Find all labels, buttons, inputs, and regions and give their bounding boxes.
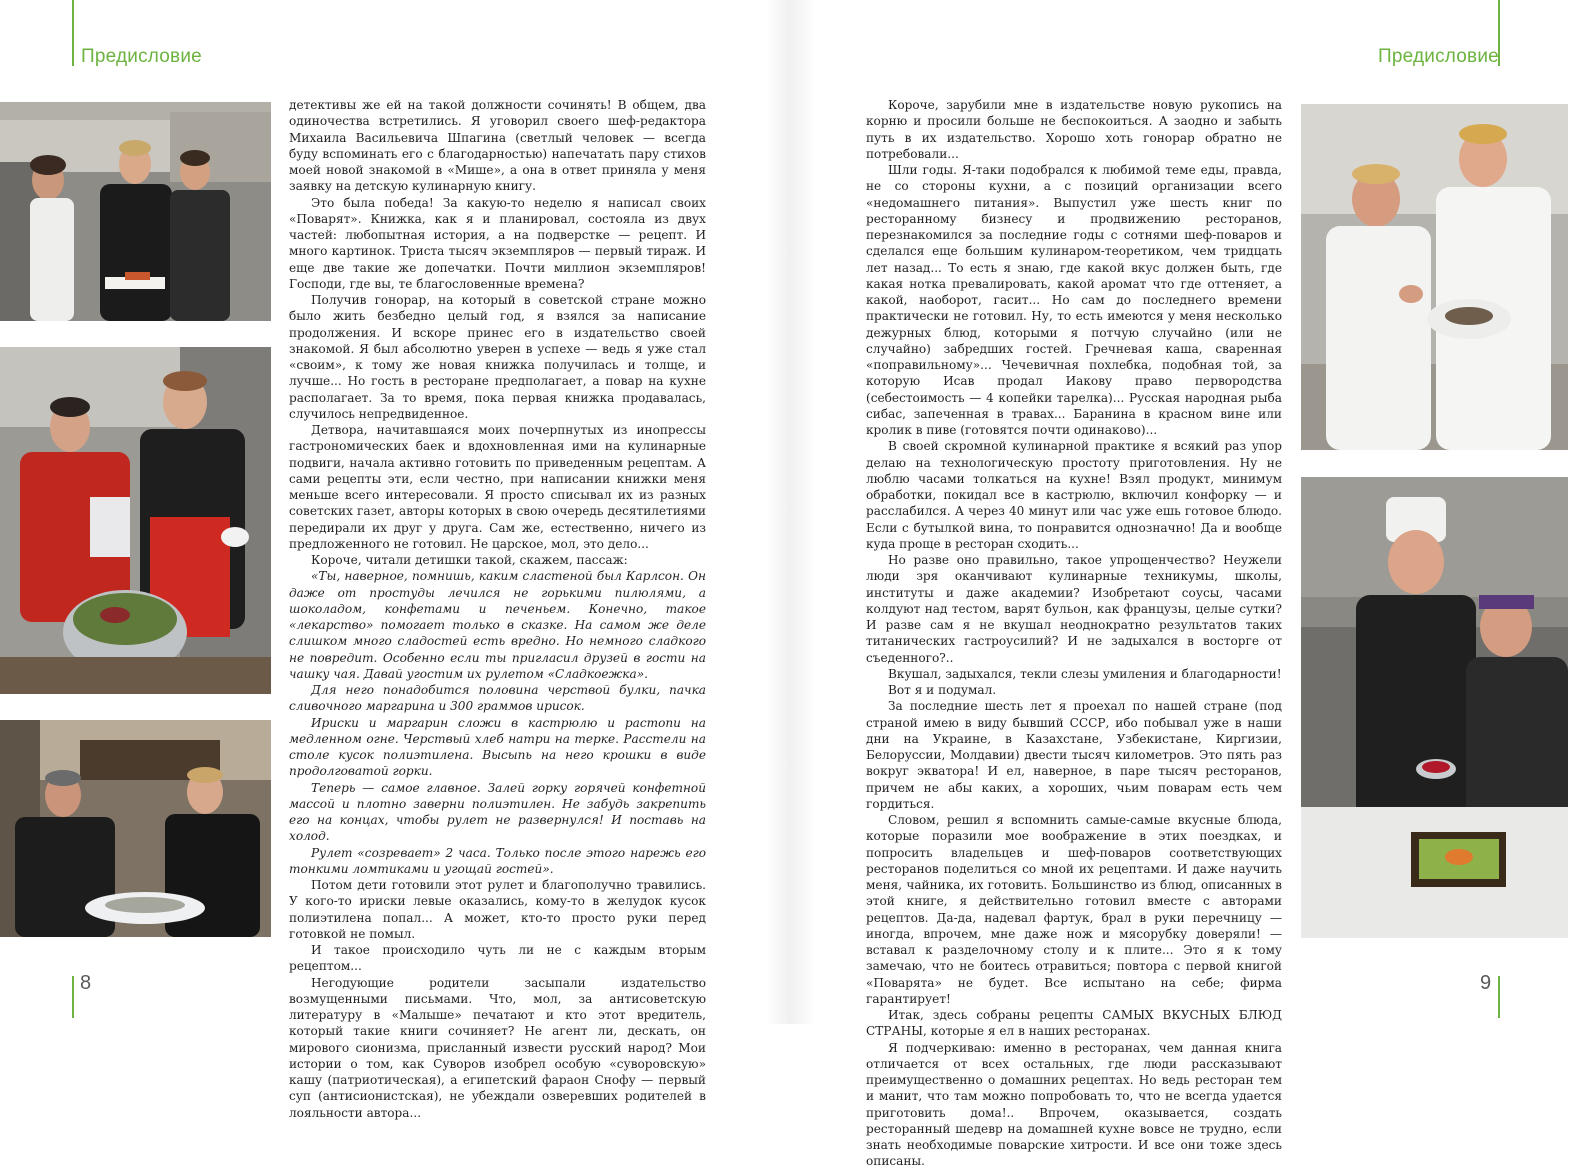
right-paragraph: Я подчеркиваю: именно в ресторанах, чем данная книга отличается от всех остальных, где люди рассказывают преимущественно о домашних рецептах. Но ведь ресторан тем и манит, что там можно попробовать то, что не всегда удается приготовить дома!.. Впрочем, оказывается, создать ресторанный шедевр на домашней кухне вовсе не трудно, если знать необходимые поварские хитрости. И все они тоже здесь описаны. bbox=[866, 1040, 1282, 1169]
right-paragraph: Вкушал, задыхался, текли слезы умиления и благодарности! bbox=[888, 666, 1282, 681]
bottom-rule-left bbox=[72, 976, 74, 1018]
kitchen-photo-three-chefs bbox=[0, 102, 271, 321]
right-paragraph: Вот я и подумал. bbox=[888, 683, 997, 697]
section-title-left: Предисловие bbox=[81, 46, 202, 67]
left-paragraph: Получив гонорар, на который в советской стране можно было жить безбедно целый год, я взялся за написание продолжения. И вскоре принес его в издательство своей знакомой. Я был абсолютно уверен в успехе — ведь я уже стал «своим», к тому же новая книжка получилась и толще, и лучше... Но гость в ресторане предполагает, а повар на кухне располагает. За то время, пока первая книжка продавалась, случилось непредвиденное. bbox=[289, 293, 706, 421]
top-rule-left bbox=[72, 0, 74, 66]
chef-plating-photo bbox=[1301, 477, 1568, 938]
right-paragraph: Итак, здесь собраны рецепты САМЫХ ВКУСНЫХ БЛЮД СТРАНЫ, которые я ел в наших ресторанах. bbox=[866, 1008, 1282, 1039]
right-paragraph: В своей скромной кулинарной практике я всякий раз упор делаю на технологическую простоту приготовления. Ну не люблю часами толкаться на кухне! Взял продукт, минимум обработки, покидал все в кастрюлю, включил конфорку — и расслабился. А через 40 минут или час уже ешь готовое блюдо. Если с бутылкой вина, то понравится однозначно! Да и вообще куда проще в ресторан сходить... bbox=[866, 439, 1282, 551]
left-paragraph: Детвора, начитавшаяся моих почерпнутых из инопрессы гастрономических баек и вдохновленная ими на кулинарные подвиги, начала активно готовить по приведенным рецептам. А сами рецепты эти, если честно, при написании книжки меня меньше всего интересовали. Я просто списывал их из разных советских газет, авторы которых в свою очередь десятилетиями передирали их друг у друга. Сам же, естественно, ничего из предложенного не готовил. Не царское, мол, это дело... bbox=[289, 423, 706, 551]
right-paragraph: Словом, решил я вспомнить самые-самые вкусные блюда, которые поразили мое воображение в этих поездках, и попросить владельцев и шеф-поваров соответствующих ресторанов поделиться со мной их рецептами. И даже научить меня, чайника, их готовить. Большинство из блюд, описанных в этой книге, я действительно готовил вместе с авторами рецептов. Да-да, надевал фартук, брал в руки перечницу — иногда, впрочем, мне даже нож и мясорубку доверяли! — вставал к разделочному столу и к плите... Это я к тому замечаю, что не боитесь отравиться; повтора с первой книгой «Поварята» не будет. Все испытано на себе; фирма гарантирует! bbox=[866, 813, 1282, 1006]
left-paragraph: Короче, читали детишки такой, скажем, пассаж: bbox=[311, 553, 628, 567]
left-paragraph: Потом дети готовили этот рулет и благополучно травились. У кого-то ириски левые оказались, кому-то в желудок кусок полиэтилена попал... А может, кто-то просто руки перед готовкой не помыл. bbox=[289, 878, 706, 941]
right-page-text bbox=[866, 97, 1282, 1170]
cooking-photo-salad-bowl bbox=[0, 347, 271, 694]
right-paragraph: За последние шесть лет я проехал по нашей стране (под страной имею в виду бывший СССР, ибо побывал уже в наши дни на Украине, в Казахстане, Узбекистане, Киргизии, Белоруссии, Молдавии) двести тысяч километров. Это пять раз вокруг экватора! И ел, наверное, в паре тысяч ресторанов, причем не абы каких, а хороших, чьим поварам есть чем гордиться. bbox=[866, 699, 1282, 811]
chef-handshake-photo bbox=[1301, 104, 1568, 450]
right-paragraph: Но разве оно правильно, такое упрощенчество? Неужели люди зря оканчивают кулинарные техникумы, школы, институты и даже академии? Изобретают соусы, часами колдуют над тестом, варят бульон, как французы, целые сутки? И разве сам я не вкушал неоднократно результатов таких титанических гастроусилий? И не задыхался в восторге от съеденного?.. bbox=[866, 553, 1282, 665]
right-paragraph: Шли годы. Я-таки подобрался к любимой теме еды, правда, не со стороны кухни, а с позиций организации всего «недомашнего питания». Выпустил уже шесть книг по ресторанному бизнесу и продвижению ресторанов, перезнакомился за последние годы с сотнями шеф-поваров и сделался еще большим кулинаром-теоретиком, чем тридцать лет назад... То есть я знаю, где какой вкус должен быть, где какая нотка превалировать, какой аромат что где оттеняет, а какой, наоборот, гасит... Но сам до последнего времени практически не готовил. Ну, то есть имеются у меня несколько дежурных блюд, которыми я потчую случайно (или не случайно) забредших гостей. Гречневая каша, сваренная «поправильному»... Чечевичная похлебка, подобная той, за которую Исав продал Иакову право первородства (себестоимость — 4 копейки тарелка)... Русская народная рыба сибас, запеченная в травах... Баранина в красном вине или кролик в пиве (готовятся почти одинаково)... bbox=[866, 163, 1282, 437]
recipe-quote-paragraph: Ириски и маргарин сложи в кастрюлю и растопи на медленном огне. Черствый хлеб натри на терке. Расстели на столе кусок полиэтилена. Высыпь на него крошки в виде продолговатой горки. bbox=[289, 715, 706, 779]
left-paragraph: детективы же ей на такой должности сочинять! В общем, два одиночества встретились. Я уговорил своего шеф-редактора Михаила Васильевича Шпагина (светлый человек — всегда буду вспоминать его с благодарностью) напечатать пару стихов моей новой знакомой в «Мише», а она в ответ приняла у меня заявку на детскую кулинарную книгу. bbox=[289, 98, 706, 194]
left-paragraph: Негодующие родители засыпали издательство возмущенными письмами. Что, мол, за антисоветскую литературу в «Малыше» печатают и кто этот вредитель, который такие книги сочиняет? Не агент ли, дескать, он мирового сионизма, присланный извести русский народ? Мои истории о том, как Суворов изобрел особую «суворовскую» кашу (патриотическая), а египетский фараон Снофу — первый суп (антисионистская), не убеждали озверевших родителей в лояльности автора... bbox=[289, 975, 706, 1120]
recipe-quote-paragraph: Рулет «созревает» 2 часа. Только после этого нарежь его тонкими ломтиками и угощай гостей». bbox=[289, 845, 706, 876]
section-title-right: Предисловие bbox=[1378, 46, 1499, 67]
gutter-shadow bbox=[765, 0, 815, 1024]
restaurant-photo-fish-platter bbox=[0, 720, 271, 937]
left-page-text bbox=[289, 97, 706, 1121]
left-paragraph: И такое происходило чуть ли не с каждым вторым рецептом... bbox=[289, 943, 706, 974]
right-paragraph: Короче, зарубили мне в издательстве новую рукопись на корню и просили больше не беспокоиться. А заодно и забыть путь в их издательство. Хорошо хоть гонорар обратно не потребовали... bbox=[866, 98, 1282, 161]
recipe-quote-paragraph: Для него понадобится половина черствой булки, пачка сливочного маргарина и 300 граммов ирисок. bbox=[289, 683, 706, 714]
recipe-quote-paragraph: Теперь — самое главное. Залей горку горячей конфетной массой и плотно заверни полиэтилен. Не забудь закрепить его на концах, чтобы рулет не развернулся! И поставь на холод. bbox=[289, 780, 706, 844]
recipe-quote-paragraph: «Ты, наверное, помнишь, каким сластеной был Карлсон. Он даже от простуды лечился не горькими пилюлями, а шоколадом, конфетами и печеньем. Конечно, такое «лекарство» помогает только в сказке. На самом же деле слишком много сладостей есть вредно. Но немного сладкого не повредит. Особенно если ты пригласил друзей в гости на чашку чая. Давай угостим их рулетом «Сладкоежка». bbox=[289, 569, 706, 681]
bottom-rule-right bbox=[1498, 976, 1500, 1018]
page-number-left: 8 bbox=[80, 972, 92, 994]
page-number-right: 9 bbox=[1480, 972, 1492, 994]
left-paragraph: Это была победа! За какую-то неделю я написал своих «Поварят». Книжка, как я и планировал, состояла из двух частей: любопытная история, а на подверстке — рецепт. И много картинок. Триста тысяч экземпляров — первый тираж. И еще две такие же допечатки. Почти миллион экземпляров! Господи, где вы, те благословенные времена? bbox=[289, 195, 706, 291]
